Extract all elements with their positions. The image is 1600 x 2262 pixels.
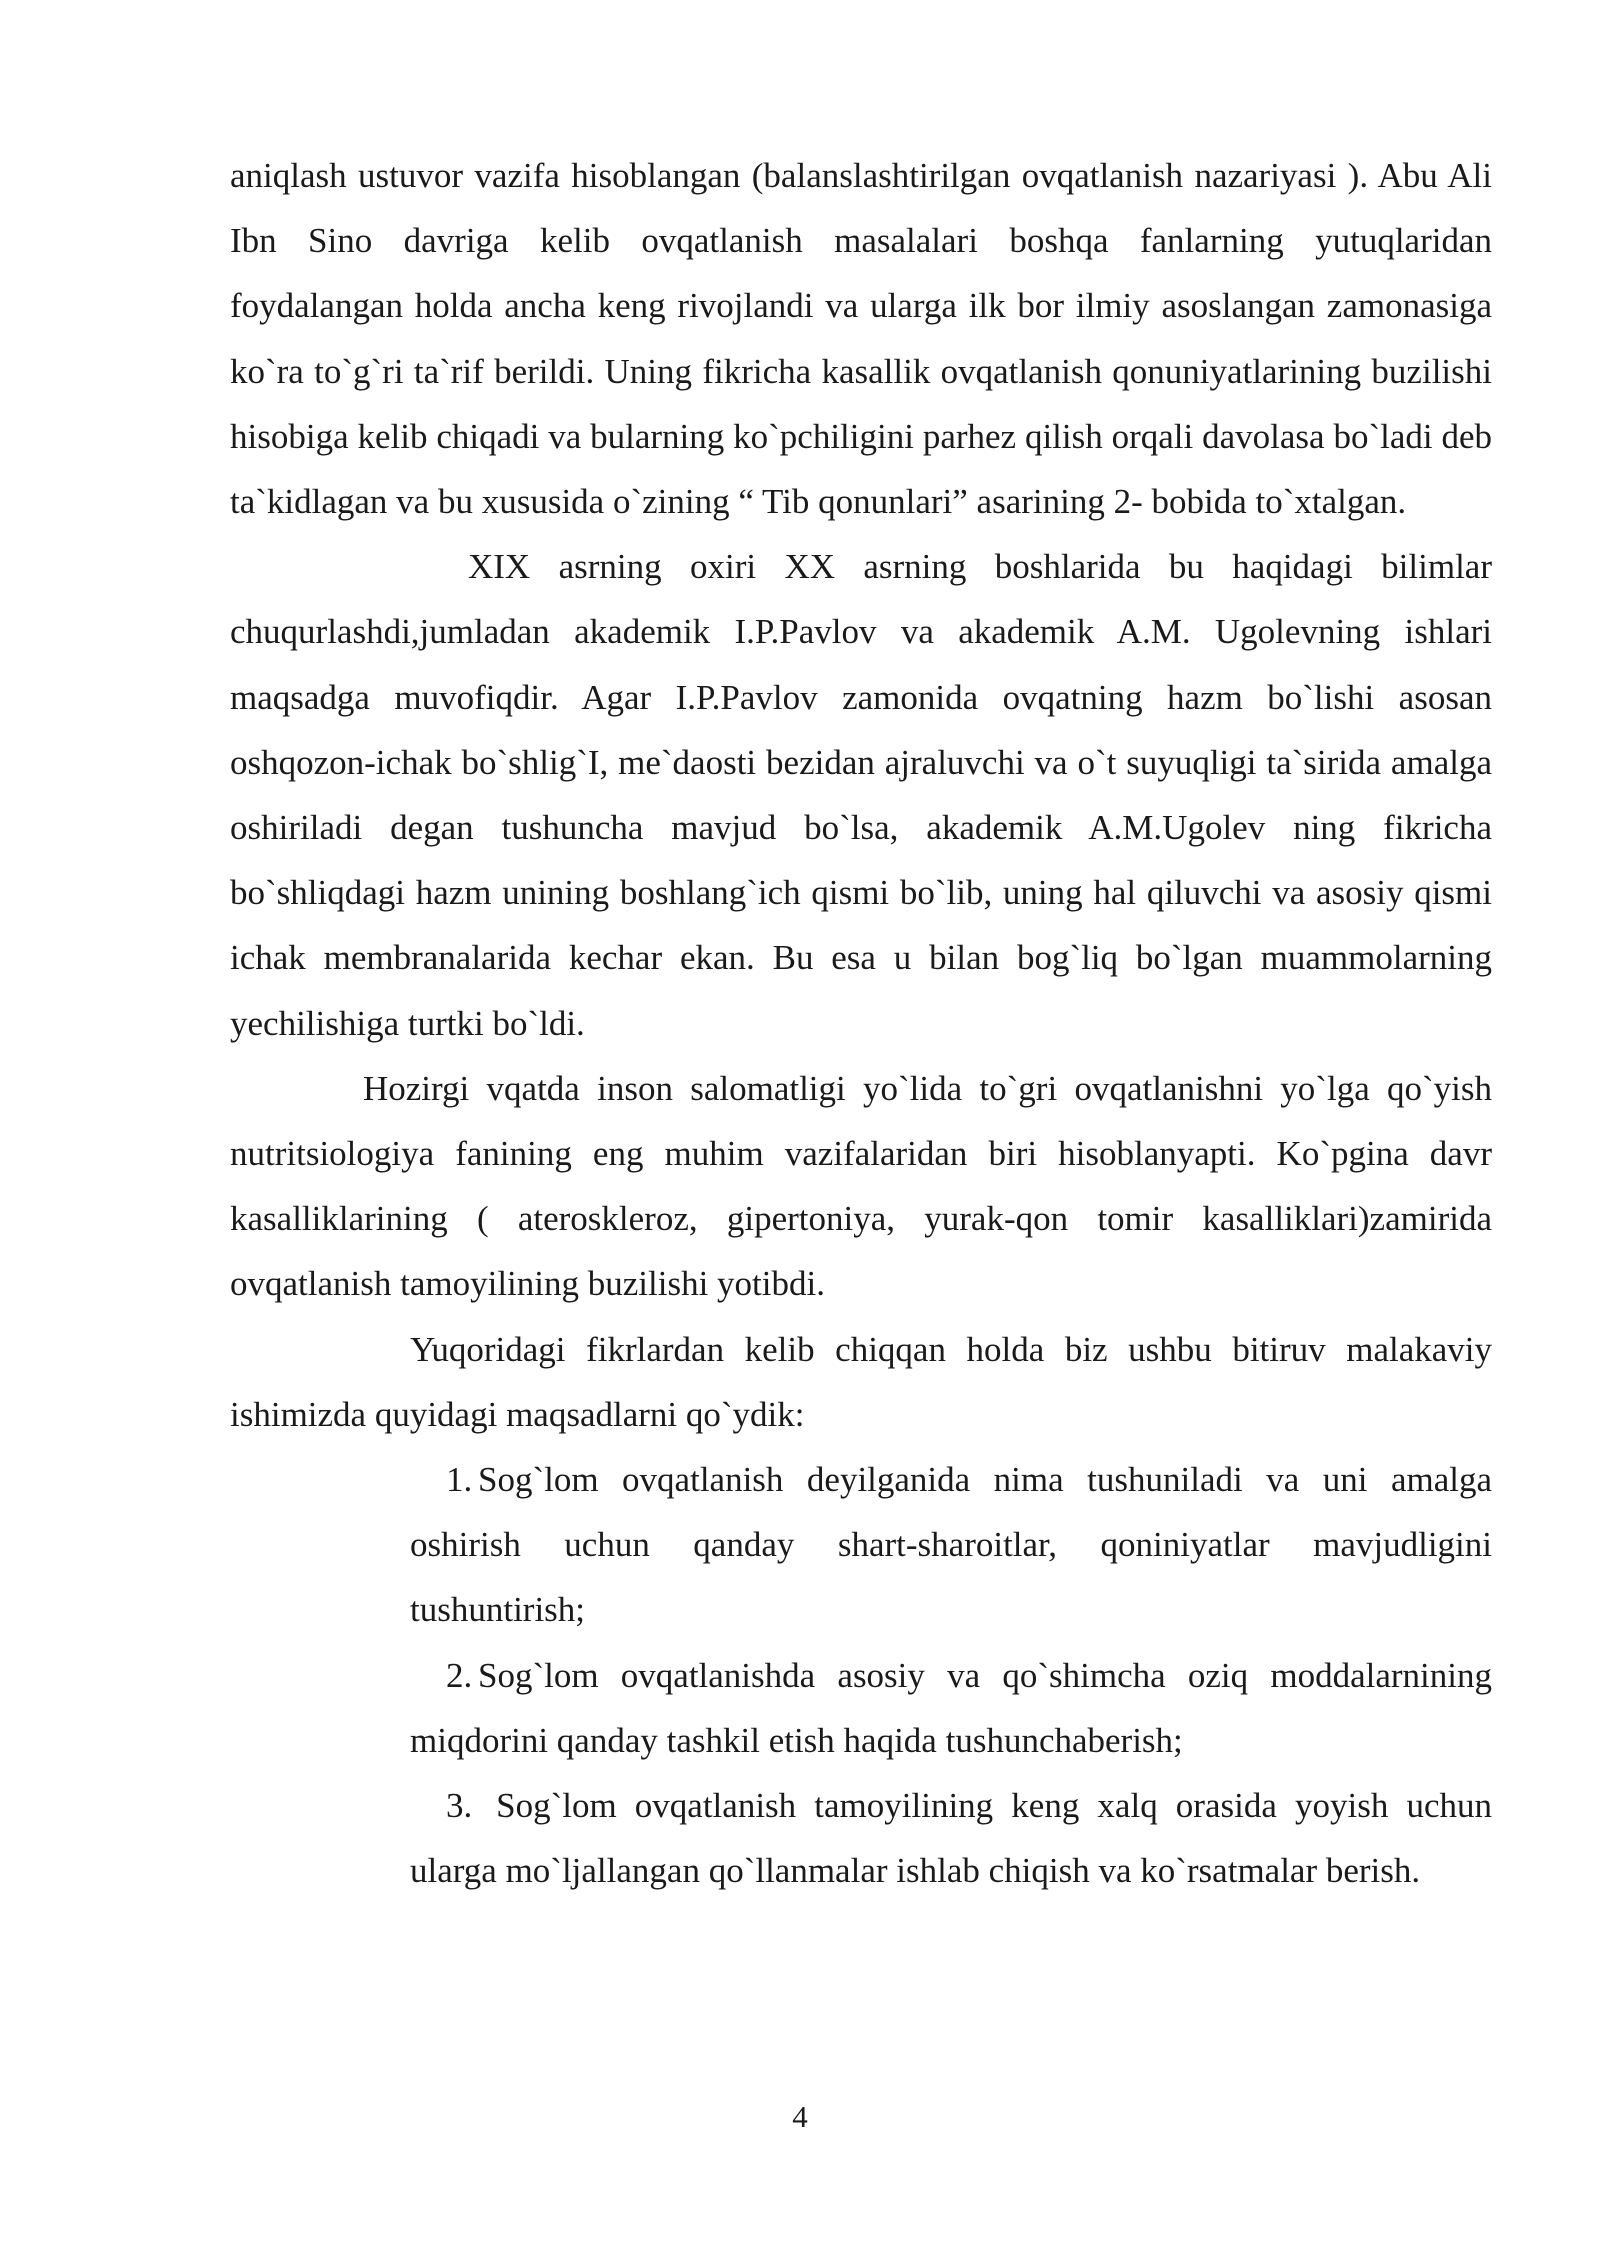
- list-item: [410, 1643, 1492, 1773]
- paragraph-goals-intro: Yuqoridagi fikrlardan kelib chiqqan holda biz ushbu bitiruv malakaviy ishimizda quyidagi maqsadlarni qo`ydik:: [230, 1329, 1492, 1434]
- page-number: 4: [792, 2099, 808, 2134]
- paragraph-pavlov-ugolev: XIX asrning oxiri XX asrning boshlarida bu haqidagi bilimlar chuqurlashdi,jumladan akademik I.P.Pavlov va akademik A.M. Ugolevning ishlari maqsadga muvofiqdir. Agar I.P.Pavlov zamonida ovqatning hazm bo`lishi asosan oshqozon-ichak bo`shlig`I, me`daosti bezidan ajraluvchi va o`t suyuqligi ta`sirida amalga oshiriladi degan tushuncha mavjud bo`lsa, akademik A.M.Ugolev ning fikricha bo`shliqdagi hazm unining boshlang`ich qismi bo`lib, uning hal qiluvchi va asosiy qismi ichak membranalarida kechar ekan. Bu esa u bilan bog`liq bo`lgan muammolarning yechilishiga turtki bo`ldi.: [230, 547, 1492, 1043]
- paragraph-ibn-sino: aniqlash ustuvor vazifa hisoblangan (balanslashtirilgan ovqatlanish nazariyasi ). Abu Ali Ibn Sino davriga kelib ovqatlanish masalalari boshqa fanlarning yutuqlaridan foydalangan holda ancha keng rivojlandi va ularga ilk bor ilmiy asoslangan zamonasiga ko`ra to`g`ri ta`rif berildi. Uning fikricha kasallik ovqatlanish qonuniyatlarining buzilishi hisobiga kelib chiqadi va bularning ko`pchiligini parhez qilish orqali davolasa bo`ladi deb ta`kidlagan va bu xususida o`zining “ Tib qonunlari” asarining 2- bobida to`xtalgan.: [230, 156, 1492, 522]
- list-item-text: Sog`lom ovqatlanish tamoyilining keng xalq orasida yoyish uchun ularga mo`ljallangan qo`llanmalar ishlab chiqish va ko`rsatmalar berish.: [410, 1786, 1492, 1891]
- goals-list: [230, 1447, 1492, 1903]
- list-item-text: Sog`lom ovqatlanishda asosiy va qo`shimcha oziq moddalarnining miqdorini qanday tashkil etish haqida tushunchaberish;: [410, 1655, 1492, 1760]
- list-item-number: 3.: [446, 1786, 473, 1826]
- list-item-number: 2.: [446, 1655, 473, 1695]
- list-item-text: Sog`lom ovqatlanish deyilganida nima tushuniladi va uni amalga oshirish uchun qanday shart-sharoitlar, qoniniyatlar mavjudligini tushuntirish;: [410, 1460, 1492, 1630]
- paragraph-nutrition-today: Hozirgi vqatda inson salomatligi yo`lida to`gri ovqatlanishni yo`lga qo`yish nutritsiologiya fanining eng muhim vazifalaridan biri hisoblanyapti. Ko`pgina davr kasalliklarining ( ateroskleroz, gipertoniya, yurak-qon tomir kasalliklari)zamirida ovqatlanish tamoyilining buzilishi yotibdi.: [230, 1068, 1492, 1304]
- list-item-number: 1.: [446, 1460, 473, 1500]
- list-item: [410, 1773, 1492, 1903]
- list-item: [410, 1447, 1492, 1643]
- body-text: [230, 143, 1492, 1903]
